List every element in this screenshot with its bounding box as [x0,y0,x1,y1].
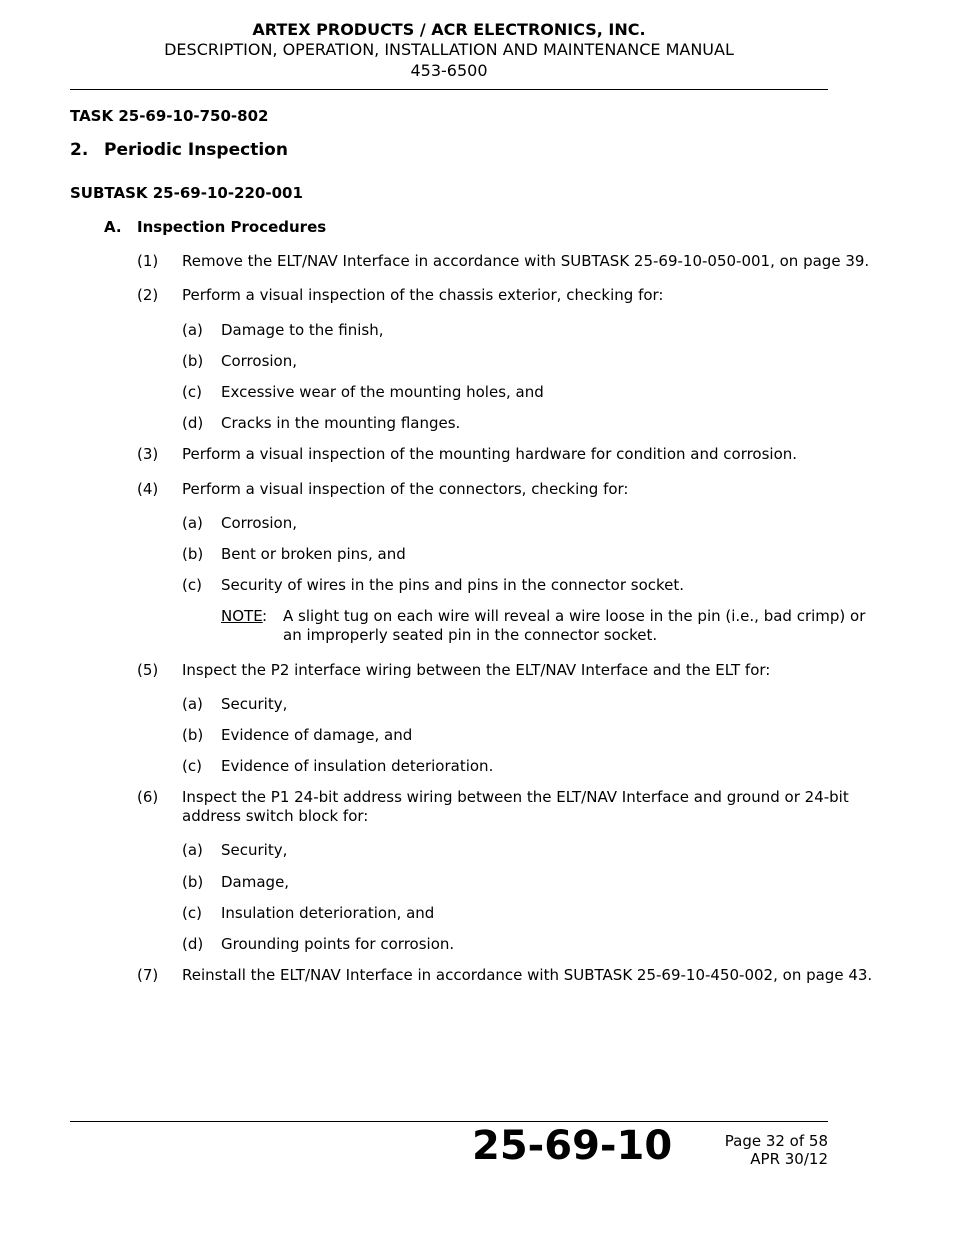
step-text: Reinstall the ELT/NAV Interface in accordance with SUBTASK 25-69-10-450-002, on page 43. [182,966,873,984]
step-text: Inspect the P2 interface wiring between the ELT/NAV Interface and the ELT for: [182,661,771,679]
step-number: (4) [137,480,159,498]
footer-divider [70,1121,828,1122]
note-label: NOTE [221,607,263,625]
company-name: ARTEX PRODUCTS / ACR ELECTRONICS, INC. [252,20,646,39]
step-number: (6) [137,788,159,806]
step-text-line2: address switch block for: [182,807,369,825]
footer-revision-date: APR 30/12 [750,1150,828,1168]
substep-text: Bent or broken pins, and [221,545,406,563]
substep-text: Damage to the finish, [221,321,384,339]
subsection-title: Inspection Procedures [137,218,327,236]
substep-text: Evidence of insulation deterioration. [221,757,494,775]
substep-letter: (c) [182,904,202,922]
substep-letter: (c) [182,757,202,775]
footer-chapter-code: 25-69-10 [472,1123,673,1169]
substep-text: Damage, [221,873,290,891]
manual-number: 453-6500 [410,61,488,80]
note-colon: : [262,607,268,625]
substep-text: Excessive wear of the mounting holes, and [221,383,544,401]
note-text-line2: an improperly seated pin in the connector socket. [283,626,658,644]
step-text: Remove the ELT/NAV Interface in accordance with SUBTASK 25-69-10-050-001, on page 39. [182,252,870,270]
substep-letter: (b) [182,545,204,563]
substep-text: Corrosion, [221,352,298,370]
task-id: TASK 25-69-10-750-802 [70,107,269,125]
step-number: (2) [137,286,159,304]
footer-page-number: Page 32 of 58 [724,1132,828,1150]
substep-letter: (d) [182,414,204,432]
substep-text: Security of wires in the pins and pins in the connector socket. [221,576,685,594]
substep-text: Grounding points for corrosion. [221,935,455,953]
step-number: (1) [137,252,159,270]
manual-title: DESCRIPTION, OPERATION, INSTALLATION AND MAINTENANCE MANUAL [164,40,734,59]
step-text: Perform a visual inspection of the mounting hardware for condition and corrosion. [182,445,798,463]
step-text-line1: Inspect the P1 24-bit address wiring between the ELT/NAV Interface and ground or 24-bit [182,788,849,806]
substep-letter: (d) [182,935,204,953]
section-number: 2. [70,140,89,160]
substep-text: Cracks in the mounting flanges. [221,414,461,432]
substep-letter: (a) [182,514,203,532]
step-number: (5) [137,661,159,679]
substep-letter: (a) [182,841,203,859]
substep-text: Security, [221,695,288,713]
substep-letter: (b) [182,873,204,891]
step-number: (3) [137,445,159,463]
note-text-line1: A slight tug on each wire will reveal a wire loose in the pin (i.e., bad crimp) or [283,607,866,625]
substep-text: Insulation deterioration, and [221,904,435,922]
substep-text: Evidence of damage, and [221,726,413,744]
header-divider [70,89,828,90]
subsection-letter: A. [104,218,122,236]
substep-letter: (b) [182,352,204,370]
substep-letter: (a) [182,321,203,339]
substep-letter: (a) [182,695,203,713]
subtask-id: SUBTASK 25-69-10-220-001 [70,184,303,202]
substep-letter: (c) [182,576,202,594]
section-title: Periodic Inspection [104,140,288,160]
step-text: Perform a visual inspection of the chassis exterior, checking for: [182,286,664,304]
substep-text: Corrosion, [221,514,298,532]
substep-letter: (c) [182,383,202,401]
substep-letter: (b) [182,726,204,744]
step-number: (7) [137,966,159,984]
substep-text: Security, [221,841,288,859]
step-text: Perform a visual inspection of the connectors, checking for: [182,480,629,498]
